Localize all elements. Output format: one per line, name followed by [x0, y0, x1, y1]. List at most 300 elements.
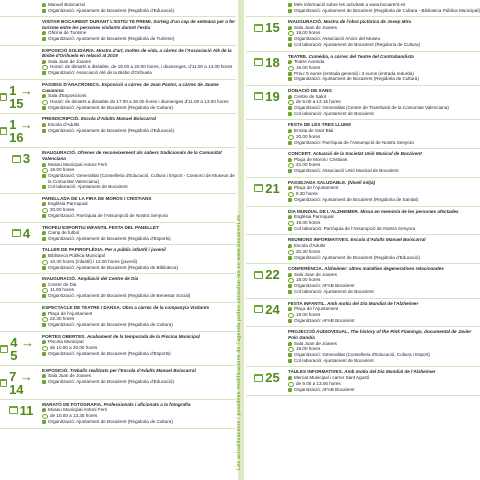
- entry-title: DIA MUNDIAL DE L'ALZHEIMER.: [288, 208, 360, 214]
- date-gutter: [0, 276, 42, 299]
- entry-detail: [288, 140, 480, 146]
- info-icon: [42, 129, 46, 133]
- entry-detail: [288, 289, 480, 295]
- entry-detail: [42, 36, 236, 42]
- left-column: [0, 0, 236, 480]
- detail-text: Més informació sobre les activitats a www.bocairent.es: [294, 2, 406, 7]
- detail-text: Organització: Ajuntament de Bocairent (Regidoria de Biblioteca): [48, 264, 178, 270]
- entry-body: [288, 329, 480, 363]
- date-label: 11: [19, 402, 34, 418]
- agenda-entry: [0, 17, 236, 45]
- detail-text: Organització: Ajuntament de Bocairent (Regidoria de Cultura): [48, 322, 173, 328]
- detail-text: Organització: AFAB Bocairent: [294, 317, 355, 323]
- agenda-entry: [246, 120, 480, 149]
- agenda-entry: [246, 0, 480, 17]
- date-label: 21: [265, 180, 280, 196]
- date-gutter: [246, 19, 288, 47]
- info-icon: [42, 185, 46, 189]
- entry-detail: [42, 293, 236, 299]
- location-pin-icon: [288, 273, 292, 277]
- date-gutter: [0, 150, 42, 190]
- entry-body: [42, 225, 236, 242]
- entry-detail: [42, 105, 236, 111]
- right-column: [246, 0, 480, 480]
- calendar-icon: [9, 406, 18, 414]
- location-pin-icon: [42, 340, 46, 344]
- entry-title: PORTES OBERTES.: [42, 333, 86, 339]
- info-icon: [288, 290, 292, 294]
- date-gutter: [246, 151, 288, 174]
- entry-heading: [42, 150, 236, 161]
- entry-detail: [42, 128, 236, 134]
- calendar-icon: [254, 92, 263, 100]
- entry-subtitle: Ofrenes de reconeixement als sabers tradicionals de la Comunitat Valenciana: [42, 150, 222, 161]
- entry-body: [288, 151, 480, 174]
- entry-detail: [42, 213, 236, 219]
- date-badge: [254, 56, 279, 69]
- detail-text: Centre de Dia: [48, 281, 77, 287]
- info-icon: [288, 169, 292, 173]
- entry-subtitle: Missa en memòria de les persones afectades: [360, 208, 459, 214]
- date-badge: [0, 336, 42, 362]
- detail-text: Col·laboració: Ajuntament de Bocairent: [294, 110, 374, 116]
- info-icon: [42, 237, 46, 241]
- entry-body: [288, 54, 480, 82]
- entry-title: REUNIONS INFORMATIVES.: [288, 237, 350, 243]
- entry-detail: [288, 111, 480, 117]
- entry-body: [42, 19, 236, 41]
- detail-text: Església Parroquial: [294, 214, 334, 220]
- entry-detail: [42, 70, 236, 76]
- date-gutter: [0, 334, 42, 362]
- entry-body: [42, 150, 236, 190]
- date-label: 25: [265, 370, 280, 386]
- detail-text: 22.30 hores: [50, 316, 75, 322]
- detail-text: 18.00 hores: [296, 311, 321, 317]
- date-label: 4 → 5: [10, 334, 35, 363]
- entry-detail: [42, 265, 236, 271]
- date-badge: [12, 227, 30, 240]
- entry-body: [288, 2, 480, 13]
- entry-subtitle: Obra a càrrec de la companyia Visitants: [122, 305, 210, 310]
- info-icon: [42, 323, 46, 327]
- entry-body: [288, 180, 480, 203]
- entry-body: [42, 247, 236, 270]
- calendar-icon: [12, 155, 21, 163]
- entry-detail: [288, 226, 480, 232]
- location-pin-icon: [288, 60, 292, 64]
- entry-subtitle: Ampliació del Centre de Dia: [77, 276, 139, 282]
- location-pin-icon: [42, 31, 46, 35]
- date-gutter: [0, 196, 42, 219]
- entry-title: MARATÓ DE FOTOGRAFIA.: [42, 401, 103, 407]
- date-badge: [254, 303, 279, 316]
- entry-title: TALLER DE PAPIROFLÈXIA.: [42, 247, 104, 253]
- detail-text: Centre de Salut: [294, 93, 326, 99]
- detail-text: Biblioteca Pública Municipal: [48, 253, 105, 259]
- detail-text: Preu: 5 euros (entrada general) i 3 euros (entrada reduïda): [294, 70, 414, 76]
- detail-text: Organització: Ajuntament de Bocairent (Regidoria d'Educació): [48, 7, 174, 13]
- agenda-entry: [246, 299, 480, 328]
- location-pin-icon: [42, 60, 46, 64]
- detail-text: Horari: de dimarts a dissabte, de 18.00 a 20.00 hores, i diumenges, d'11.00 a 13.00 hores: [50, 64, 233, 70]
- date-badge: [254, 182, 279, 195]
- detail-text: Col·laboració: Ajuntament de Bocairent: [48, 184, 128, 190]
- detail-text: Col·laboració: Ajuntament de Bocairent: [294, 357, 374, 363]
- detail-text: de 9.00 a 13.00 hores: [296, 380, 341, 386]
- detail-text: Organització: Parròquia de l'Assumpció de Nostra Senyora: [48, 213, 168, 219]
- entry-body: [288, 19, 480, 47]
- entry-title: EXPOSICIÓ SOLIDÀRIA.: [42, 47, 96, 53]
- detail-text: Organització: Ajuntament de Bocairent (Regidoria d'Esports): [48, 235, 171, 241]
- info-icon: [288, 284, 292, 288]
- detail-text: 20.00 hores: [50, 207, 75, 213]
- entry-subtitle: Amb motiu del Dia Mundial de l'Alzheimer: [344, 369, 436, 375]
- agenda-entry: [246, 235, 480, 264]
- entry-title: TROFEU ESPORTIU INFANTIL FESTA DEL PANELLET: [42, 224, 159, 230]
- calendar-icon: [254, 271, 263, 279]
- info-icon: [42, 420, 46, 424]
- location-pin-icon: [288, 342, 292, 346]
- location-pin-icon: [42, 254, 46, 258]
- info-icon: [288, 9, 292, 13]
- date-badge: [0, 84, 42, 110]
- date-badge: [12, 152, 30, 165]
- detail-text: Museu Municipal Antoni Ferri: [48, 161, 108, 167]
- info-icon: [288, 359, 292, 363]
- date-gutter: [246, 329, 288, 363]
- date-label: 24: [265, 301, 280, 317]
- detail-text: 19.00 hores: [296, 30, 321, 36]
- detail-text: 20.30 hores: [296, 248, 321, 254]
- calendar-icon: [0, 345, 8, 353]
- detail-text: Organització: Ajuntament de Bocairent (Regidoria de Sanitat): [294, 197, 419, 203]
- entry-body: [288, 301, 480, 324]
- location-pin-icon: [288, 95, 292, 99]
- entry-detail: [42, 173, 236, 184]
- date-gutter: [246, 301, 288, 324]
- detail-text: de 10.00 a 13.30 hores: [50, 412, 98, 418]
- detail-text: Organització: Associació Amics del Museu: [294, 36, 381, 42]
- entry-detail: [42, 236, 236, 242]
- date-gutter: [0, 402, 42, 425]
- info-icon: [42, 352, 46, 356]
- date-gutter: [0, 247, 42, 270]
- detail-text: 18.00 hores: [296, 277, 321, 283]
- agenda-entry: [0, 400, 236, 429]
- detail-text: Oficina de Turisme: [48, 30, 87, 36]
- agenda-entry: [0, 223, 236, 246]
- entry-subtitle: Escola d'Adults Manuel Boixcarral: [350, 237, 426, 243]
- info-icon: [42, 266, 46, 270]
- entry-title: PARELLADA DE LA FIRA DE MOROS I CRISTIANS: [42, 195, 152, 201]
- agenda-entry: [0, 245, 236, 274]
- location-pin-icon: [288, 26, 292, 30]
- detail-text: Horari: de dimarts a dissabte de 17.00 a 20.00 hores i diumenges d'11.00 a 13.00 hores: [50, 98, 229, 104]
- date-label: 15: [265, 20, 280, 36]
- entry-body: [42, 276, 236, 299]
- agenda-entry: [0, 303, 236, 332]
- entry-subtitle: Treballs realitzats per l'Escola d'Adults Manuel Boixcarral: [69, 367, 196, 373]
- date-label: 3: [22, 151, 31, 167]
- date-gutter: [0, 116, 42, 144]
- detail-text: Organització: Ajuntament de Bocairent (Regidoria de Cultura): [48, 418, 173, 424]
- entry-subtitle: (Nivell mitjà): [347, 179, 376, 185]
- info-icon: [42, 37, 46, 41]
- detail-text: Plaça de l'Ajuntament: [294, 306, 339, 312]
- detail-text: Organització: Ajuntament de Bocairent (Regidoria de Benestar Social): [48, 293, 191, 299]
- detail-text: 19.00 hores: [296, 64, 321, 70]
- detail-text: Museu Municipal Antoni Ferri: [48, 407, 108, 413]
- entry-subtitle: Acabament de la temporada de la Piscina Municipal: [86, 333, 200, 339]
- date-gutter: [246, 369, 288, 392]
- date-gutter: [246, 266, 288, 294]
- date-label: 18: [265, 54, 280, 70]
- info-icon: [42, 174, 46, 178]
- date-gutter: [246, 54, 288, 82]
- calendar-icon: [254, 305, 263, 313]
- detail-text: Sala d'Exposicions: [48, 93, 87, 99]
- detail-text: Organització: Associació Alè de la Bisbe d'Orihuela: [48, 70, 152, 76]
- date-gutter: [246, 122, 288, 145]
- date-gutter: [246, 237, 288, 260]
- detail-text: Organització: Generalitat (Conselleria d'Educació, Cultura i Esport - Consorci de Museus de la Comunitat Valenciana): [48, 173, 235, 184]
- date-gutter: [246, 2, 288, 13]
- entry-title: PREINSCRIPCIÓ.: [42, 116, 80, 122]
- agenda-entry: [0, 332, 236, 366]
- entry-body: [288, 88, 480, 116]
- entry-title: DONACIÓ DE SANG: [288, 87, 332, 93]
- date-badge: [9, 404, 34, 417]
- info-icon: [288, 43, 292, 47]
- entry-body: [288, 122, 480, 145]
- info-icon: [288, 353, 292, 357]
- entry-title: ESPECTACLE DE TEATRE I DANSA.: [42, 305, 121, 310]
- date-gutter: [0, 19, 42, 41]
- entry-title: TEATRE.: [288, 53, 308, 59]
- agenda-entry: [246, 17, 480, 51]
- entry-heading: [42, 82, 236, 93]
- calendar-icon: [254, 184, 263, 192]
- entry-subtitle: Per a públic infantil i juvenil: [104, 247, 166, 253]
- info-icon: [42, 71, 46, 75]
- entry-title: TAULES INFORMATIVES.: [288, 369, 343, 375]
- location-pin-icon: [42, 312, 46, 316]
- date-gutter: [0, 48, 42, 76]
- agenda-entry: [0, 274, 236, 303]
- date-badge: [254, 90, 279, 103]
- entry-title: INAUGURACIÓ.: [42, 276, 77, 282]
- agenda-entry: [246, 86, 480, 120]
- detail-text: Col·laboració: Ajuntament de Bocairent (Regidoria de Cultura): [294, 41, 421, 47]
- entry-title: FESTA DE LES TRES LLUMS: [288, 122, 352, 128]
- detail-text: Col·laboració: Parròquia de l'Assumpció de Nostra Senyora: [294, 225, 416, 231]
- entry-body: [42, 2, 236, 13]
- entry-body: [288, 237, 480, 260]
- entry-detail: [288, 8, 480, 14]
- agenda-entry: [0, 80, 236, 114]
- entry-body: [42, 402, 236, 425]
- detail-text: Plaça de Moros i Cristians: [294, 156, 348, 162]
- entry-subtitle: Alzheimer: altres malalties degeneratives relacionades: [324, 266, 444, 272]
- date-badge: [254, 371, 279, 384]
- entry-detail: [288, 255, 480, 261]
- date-label: 1 → 16: [9, 117, 33, 146]
- detail-text: 11.00 hores: [50, 287, 74, 293]
- entry-heading: [42, 19, 236, 30]
- date-gutter: [0, 368, 42, 396]
- entry-body: [288, 209, 480, 232]
- entry-heading: [42, 48, 236, 59]
- detail-text: Organització: Ajuntament de Bocairent (Regidoria de Cultura - Biblioteca Pública Municipal): [294, 7, 480, 13]
- entry-title: FESTA INFANTIL.: [288, 300, 326, 306]
- date-label: 22: [265, 267, 280, 283]
- entry-detail: [42, 419, 236, 425]
- detail-text: Ermita de Sant Blai: [294, 127, 334, 133]
- detail-text: Organització: Ajuntament de Bocairent (Regidoria de Cultura): [294, 76, 419, 82]
- calendar-icon: [12, 229, 21, 237]
- entry-body: [42, 48, 236, 76]
- detail-text: Teatre Avenida: [294, 59, 325, 65]
- side-band-text: Les actualitzacions / possibles modificacions de l'agenda podeu consultar-les en www.bocairent.es: [236, 214, 242, 470]
- detail-text: Plaça de l'Ajuntament: [294, 185, 339, 191]
- location-pin-icon: [42, 3, 46, 7]
- agenda-entry: [246, 52, 480, 86]
- date-label: 7 → 14: [9, 368, 33, 397]
- entry-body: [42, 196, 236, 219]
- entry-detail: [288, 76, 480, 82]
- entry-subtitle: Amb motiu del Dia Mundial de l'Alzheimer: [327, 300, 419, 306]
- location-pin-icon: [288, 215, 292, 219]
- detail-text: Organització: Ajuntament de Bocairent (Regidoria d'Esports): [48, 350, 171, 356]
- calendar-icon: [0, 127, 7, 135]
- detail-text: Escola d'Adults: [48, 121, 80, 127]
- location-pin-icon: [288, 186, 292, 190]
- agenda-entry: [0, 114, 236, 148]
- agenda-entry: [0, 148, 236, 194]
- date-gutter: [246, 180, 288, 203]
- info-icon: [288, 141, 292, 145]
- location-pin-icon: [42, 123, 46, 127]
- detail-text: Organització: Generalitat (Conselleria d'Educació, Cultura i Esport): [294, 352, 430, 358]
- agenda-entry: [0, 194, 236, 223]
- entry-detail: [288, 197, 480, 203]
- agenda-entry: [246, 207, 480, 236]
- entry-detail: [288, 168, 480, 174]
- entry-title: INAUGURACIÓ.: [288, 19, 323, 25]
- detail-text: de 9.00 a 13.15 hores: [296, 99, 341, 105]
- entry-subtitle: Escola d'Adults Manuel Boixcarral: [80, 116, 156, 122]
- detail-text: Manuel Boixcarral: [48, 2, 85, 7]
- detail-text: Organització: Generalitat (Centre de Transfusió de la Comunitat Valenciana): [294, 105, 449, 111]
- detail-text: Sala Joan de Joanes: [294, 271, 337, 277]
- detail-text: Organització: Ajuntament de Bocairent (Regidoria d'Educació): [294, 254, 420, 260]
- entry-subtitle: Actuació de la Societat Unió Musical de Bocairent: [312, 151, 422, 157]
- detail-text: de 10.00 a 20.00 hores: [50, 344, 98, 350]
- date-badge: [254, 21, 279, 34]
- detail-text: Organització: Ajuntament de Bocairent (Regidoria de Cultura): [48, 104, 173, 110]
- date-gutter: [0, 82, 42, 110]
- location-pin-icon: [288, 244, 292, 248]
- entry-title: PASSEIG D'ANACRONICS.: [42, 81, 101, 87]
- info-icon: [288, 77, 292, 81]
- info-icon: [288, 72, 292, 76]
- detail-text: Sala Joan de Joanes: [294, 24, 337, 30]
- date-label: 1 → 15: [9, 82, 33, 111]
- calendar-icon: [0, 93, 7, 101]
- entry-body: [42, 368, 236, 396]
- info-icon: [42, 380, 46, 384]
- location-pin-icon: [288, 376, 292, 380]
- detail-text: Organització: Associació Unió Musical de Bocairent: [294, 168, 399, 174]
- detail-text: 19.00 hores: [50, 167, 75, 173]
- detail-text: 19.00 hores: [296, 346, 321, 352]
- entry-subtitle: Sorteig d'un cap de setmana per a fer turisme entre les persones visitants durant l'estiu: [42, 19, 236, 30]
- entry-subtitle: Mostra de l'obra pictòrica de Josep Mira: [323, 19, 412, 25]
- info-icon: [42, 294, 46, 298]
- info-icon: [288, 227, 292, 231]
- entry-subtitle: The history of the Pink Flamingo, documental de Javier Polo Gandía: [288, 329, 472, 340]
- entry-title: CONFERÈNCIA.: [288, 266, 323, 272]
- detail-text: Escola d'Adults: [294, 243, 326, 249]
- info-icon: [288, 112, 292, 116]
- agenda-entry: [246, 367, 480, 396]
- agenda-entry: [0, 0, 236, 17]
- calendar-icon: [254, 58, 263, 66]
- info-icon: [288, 198, 292, 202]
- entry-detail: [288, 387, 480, 393]
- detail-text: Organització: AFAB Bocairent: [294, 386, 355, 392]
- info-icon: [288, 319, 292, 323]
- detail-text: Camp de futbol: [48, 230, 80, 236]
- detail-text: 19.00 hores: [296, 219, 321, 225]
- entry-subtitle: Mostra d'art, moltes de vida, a càrrec de l'Associació Alè de la Bisbe d'Orihuela en relació al 2019: [42, 47, 232, 59]
- entry-detail: [42, 322, 236, 328]
- info-icon: [288, 256, 292, 260]
- entry-subtitle: Exposició a càrrec de Joan Pastor, a càrrec de Jaume Casanova: [42, 81, 219, 93]
- location-pin-icon: [42, 163, 46, 167]
- entry-body: [288, 266, 480, 294]
- detail-text: Sala Joan de Joanes: [48, 58, 91, 64]
- detail-text: Organització: Parròquia de l'Assumpció de Nostra Senyora: [294, 139, 414, 145]
- calendar-icon: [254, 24, 263, 32]
- info-icon: [288, 3, 292, 7]
- entry-subtitle: Professionals i aficionats a la fotografia: [103, 401, 191, 407]
- agenda-entry: [0, 366, 236, 400]
- location-pin-icon: [288, 307, 292, 311]
- date-label: 19: [265, 88, 280, 104]
- location-pin-icon: [42, 94, 46, 98]
- location-pin-icon: [42, 408, 46, 412]
- location-pin-icon: [42, 374, 46, 378]
- calendar-icon: [0, 379, 7, 387]
- entry-body: [42, 305, 236, 328]
- detail-text: Organització: AFAB Bocairent: [294, 283, 355, 289]
- date-gutter: [246, 209, 288, 232]
- entry-detail: [42, 379, 236, 385]
- detail-text: 8.30 hores: [296, 191, 318, 197]
- date-badge: [254, 268, 279, 281]
- detail-text: 10.30 hores (infantil) i 12.00 hores (juvenil): [50, 258, 138, 264]
- detail-text: Sala Joan de Joanes: [48, 373, 91, 379]
- date-gutter: [0, 2, 42, 13]
- entry-detail: [42, 351, 236, 357]
- entry-detail: [288, 318, 480, 324]
- detail-text: Mercat Municipal i carrer Sant Agustí: [294, 374, 370, 380]
- location-pin-icon: [42, 283, 46, 287]
- entry-body: [42, 116, 236, 144]
- entry-body: [42, 82, 236, 110]
